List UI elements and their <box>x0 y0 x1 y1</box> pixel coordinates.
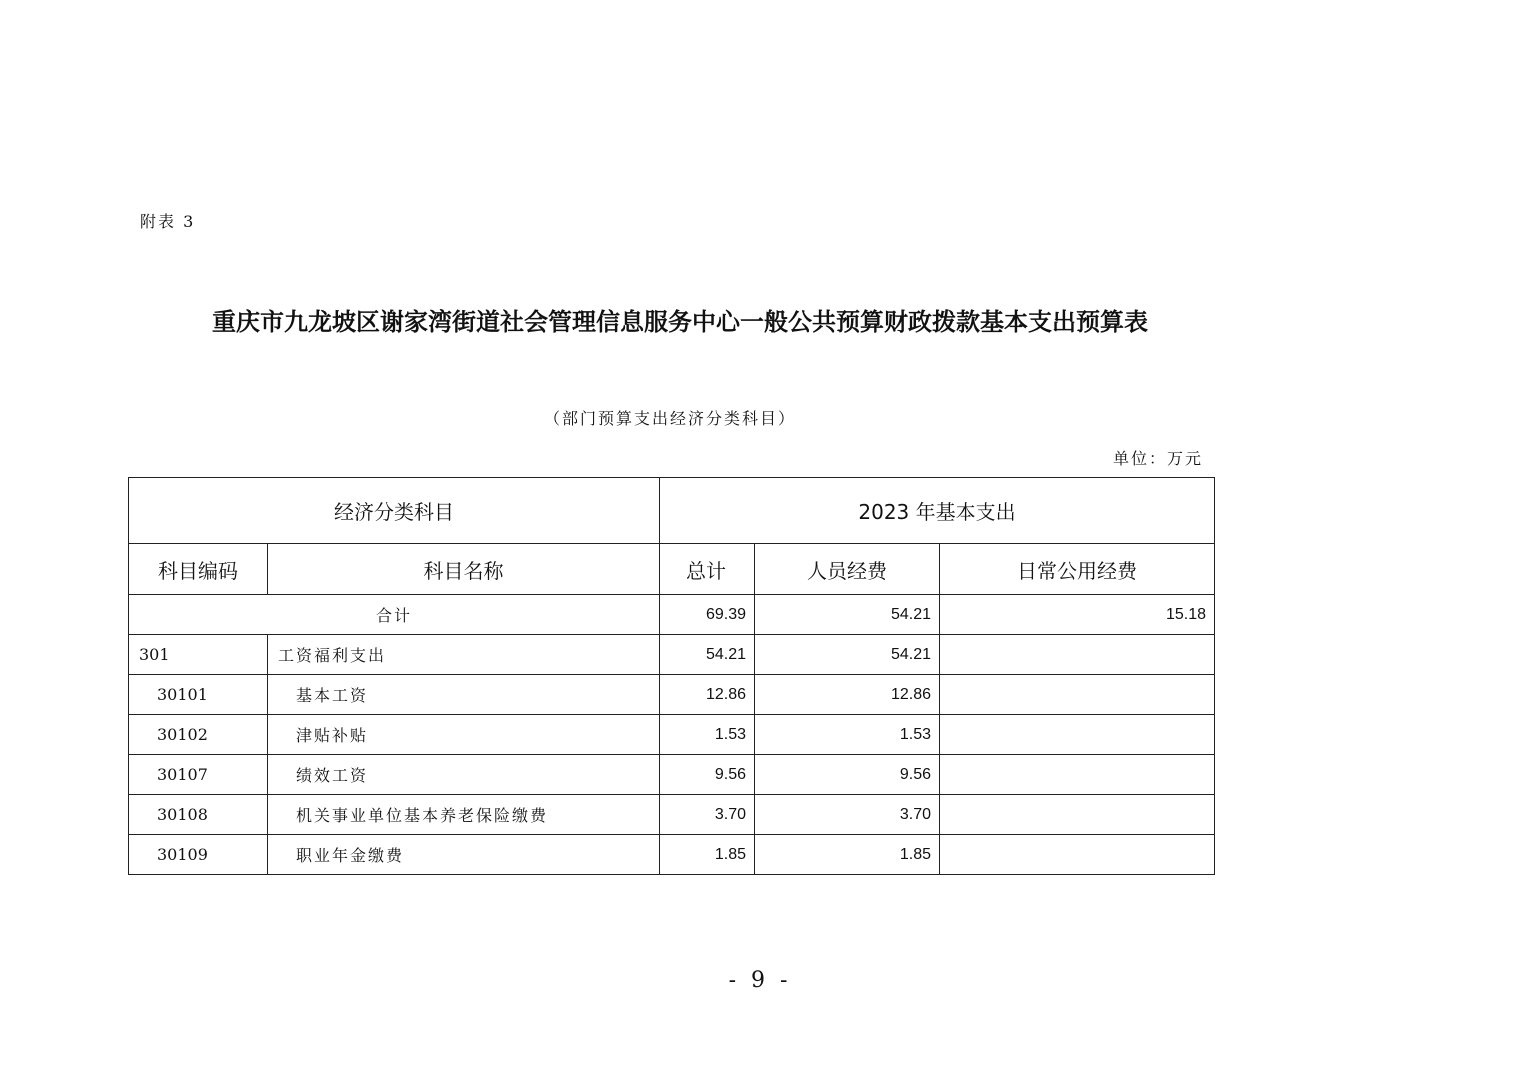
header-economic-classification: 经济分类科目 <box>129 478 660 544</box>
row-personnel: 9.56 <box>755 755 940 795</box>
row-name: 绩效工资 <box>268 755 660 795</box>
table-row <box>129 675 1215 715</box>
row-code: 30108 <box>129 795 268 835</box>
row-total: 9.56 <box>660 755 755 795</box>
row-public <box>940 795 1215 835</box>
table-row <box>129 715 1215 755</box>
total-personnel-value: 54.21 <box>755 595 940 635</box>
header-public-expense: 日常公用经费 <box>940 544 1215 595</box>
table-row <box>129 755 1215 795</box>
header-total: 总计 <box>660 544 755 595</box>
row-code: 30107 <box>129 755 268 795</box>
row-personnel: 3.70 <box>755 795 940 835</box>
total-row <box>129 595 1215 635</box>
row-personnel: 1.85 <box>755 835 940 875</box>
table-row <box>129 635 1215 675</box>
document-subtitle: （部门预算支出经济分类科目） <box>543 409 796 428</box>
row-personnel: 1.53 <box>755 715 940 755</box>
row-name: 职业年金缴费 <box>268 835 660 875</box>
row-personnel: 12.86 <box>755 675 940 715</box>
total-value: 69.39 <box>660 595 755 635</box>
row-public <box>940 755 1215 795</box>
row-total: 3.70 <box>660 795 755 835</box>
row-total: 1.53 <box>660 715 755 755</box>
group-header-row <box>129 478 1215 544</box>
row-name: 机关事业单位基本养老保险缴费 <box>268 795 660 835</box>
row-public <box>940 835 1215 875</box>
header-year-basic-expense: 2023 年基本支出 <box>660 478 1215 544</box>
header-personnel-expense: 人员经费 <box>755 544 940 595</box>
table-row <box>129 835 1215 875</box>
total-label: 合计 <box>129 595 660 635</box>
row-public <box>940 715 1215 755</box>
row-personnel: 54.21 <box>755 635 940 675</box>
header-subject-code: 科目编码 <box>129 544 268 595</box>
row-total: 54.21 <box>660 635 755 675</box>
row-code: 30101 <box>129 675 268 715</box>
budget-table <box>128 477 1215 875</box>
row-code: 30109 <box>129 835 268 875</box>
column-header-row <box>129 544 1215 595</box>
row-total: 1.85 <box>660 835 755 875</box>
attachment-label: 附表 3 <box>140 212 196 231</box>
page-number: - 9 - <box>728 968 792 993</box>
row-public <box>940 675 1215 715</box>
total-public-value: 15.18 <box>940 595 1215 635</box>
row-code: 30102 <box>129 715 268 755</box>
header-subject-name: 科目名称 <box>268 544 660 595</box>
table-row <box>129 795 1215 835</box>
row-total: 12.86 <box>660 675 755 715</box>
document-title: 重庆市九龙坡区谢家湾街道社会管理信息服务中心一般公共预算财政拨款基本支出预算表 <box>212 307 1148 336</box>
unit-label: 单位：万元 <box>1112 449 1203 468</box>
row-code: 301 <box>129 635 268 675</box>
row-name: 工资福利支出 <box>268 635 660 675</box>
row-name: 津贴补贴 <box>268 715 660 755</box>
row-name: 基本工资 <box>268 675 660 715</box>
row-public <box>940 635 1215 675</box>
